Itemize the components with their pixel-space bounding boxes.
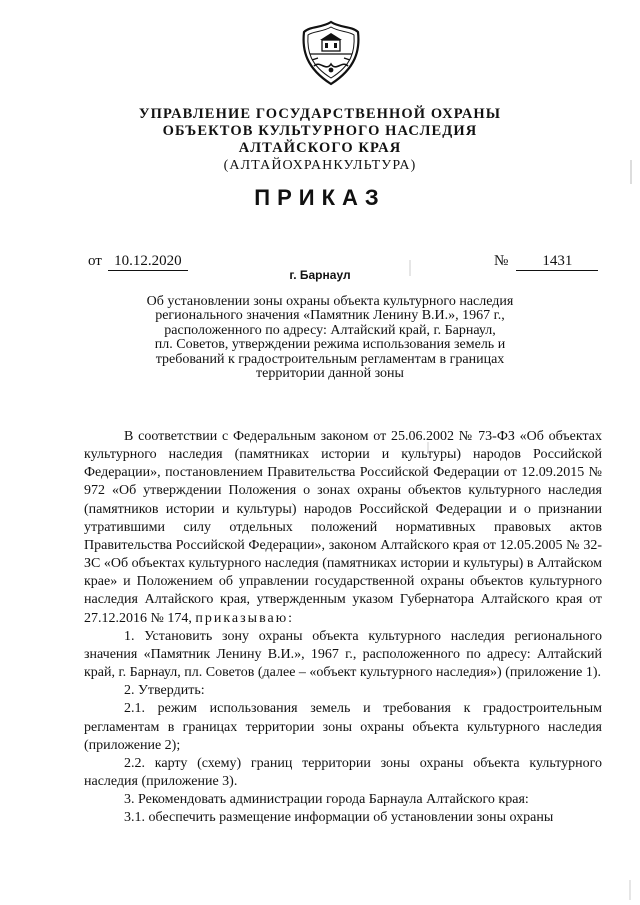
order-item: 3.1. обеспечить размещение информации об установлении зоны охраны — [124, 810, 554, 826]
document-type-title: ПРИКАЗ — [254, 185, 386, 210]
date-value: 10.12.2020 — [108, 253, 188, 271]
subject-line: Об установлении зоны охраны объекта культурного наследия — [146, 294, 514, 309]
subject-line: пл. Советов, утверждении режима использования земель и — [154, 337, 506, 353]
org-line-4: (АЛТАЙОХРАНКУЛЬТУРА) — [223, 158, 417, 173]
order-item: 1. Установить зону охраны объекта культурного наследия регионального значения «Памятник Ленину В.И.», 1967 г., расположенного по адресу: Алтайский край, г. Барнаул, пл. Советов (далее – «объект культурного наследия») (приложение 1). — [84, 628, 602, 681]
subject-line: регионального значения «Памятник Ленину В.И.», 1967 г., — [155, 308, 505, 324]
order-item: 2.2. карту (схему) границ территории зоны охраны объекта культурного наследия (приложение 3). — [84, 755, 602, 789]
subject-line: расположенного по адресу: Алтайский край, г. Барнаул, — [164, 322, 496, 338]
number-value: 1431 — [516, 253, 598, 271]
order-word: приказываю: — [195, 610, 295, 626]
number-prefix: № — [494, 253, 509, 269]
subject-line: требований к градостроительным регламентам в границах — [155, 351, 505, 367]
org-line-3: АЛТАЙСКОГО КРАЯ — [238, 140, 402, 156]
org-line-2: ОБЪЕКТОВ КУЛЬТУРНОГО НАСЛЕДИЯ — [162, 123, 478, 139]
org-line-1: УПРАВЛЕНИЕ ГОСУДАРСТВЕННОЙ ОХРАНЫ — [138, 106, 502, 122]
subject-line: территории данной зоны — [256, 366, 404, 382]
city-label: г. Барнаул — [289, 268, 351, 282]
order-item: 3. Рекомендовать администрации города Барнаула Алтайского края: — [124, 792, 529, 808]
preamble-text: В соответствии с Федеральным законом от 25.06.2002 № 73-ФЗ «Об объектах культурного наследия (памятниках истории и культуры) народов Российской Федерации», постановлением Правительства Российской Федерации от 12.09.2015 № 972 «Об утверждении Положения о зонах охраны объектов культурного наследия (памятников истории и культуры) народов Российской Федерации и о признании утратившими силу отдельных положений нормативных правовых актов Правительства Российской Федерации», законом Алтайского края от 12.05.2005 № 32-ЗС «Об объектах культурного наследия (памятниках истории и культуры) в Алтайском крае» и Положением об управлении государственной охраны объектов культурного наследия Алтайского края, утвержденным указом Губернатора Алтайского края от 27.12.2016 № 174, — [84, 429, 602, 626]
date-prefix: от — [88, 253, 102, 269]
order-item: 2.1. режим использования земель и требования к градостроительным регламентам в границах территории зоны охраны объекта культурного наследия (приложение 2); — [84, 701, 602, 753]
order-item: 2. Утвердить: — [124, 683, 205, 699]
